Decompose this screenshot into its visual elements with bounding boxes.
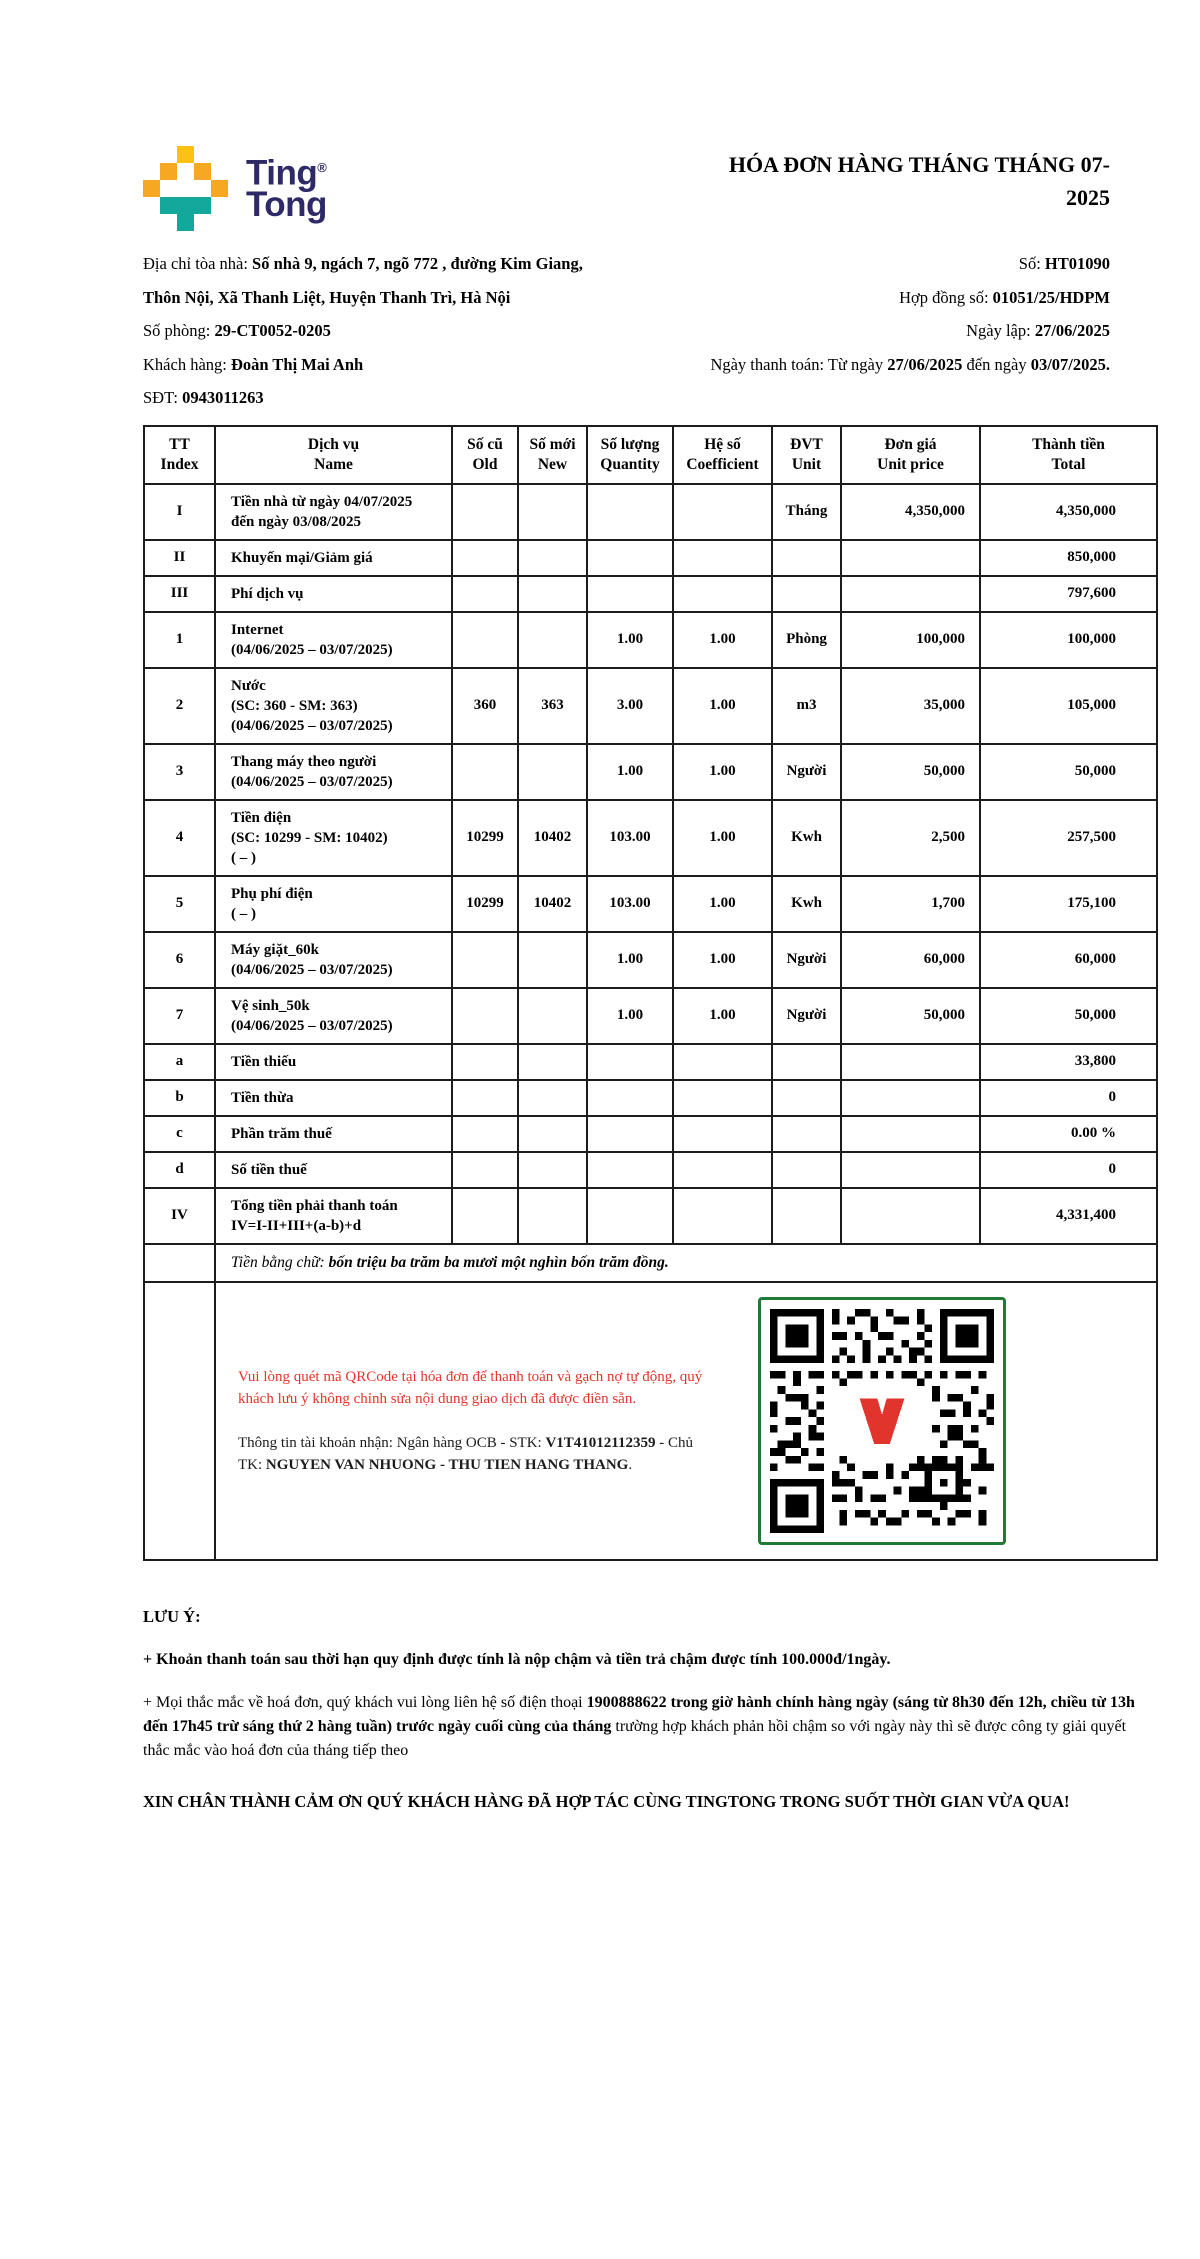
invoice-title-line1: HÓA ĐƠN HÀNG THÁNG THÁNG 07-: [728, 152, 1110, 177]
table-row: c Phần trăm thuế 0.00 %: [144, 1116, 1157, 1152]
col-header-coefficient: Hệ số Coefficient: [673, 426, 772, 484]
table-row: 7 Vệ sinh_50k (04/06/2025 – 03/07/2025) 1.00 1.00 Người 50,000 50,000: [144, 988, 1157, 1044]
invoice-title: [636, 148, 1156, 231]
payment-due-dates: Ngày thanh toán: Từ ngày 27/06/2025 đến ngày 03/07/2025.: [710, 354, 1110, 374]
payment-qr-row: [144, 1282, 1157, 1560]
qr-finder-top-right: [940, 1309, 994, 1363]
charges-table: [143, 425, 1158, 1561]
amount-in-words: Tiền bằng chữ: bốn triệu ba trăm ba mươi một nghìn bốn trăm đồng.: [215, 1244, 1157, 1282]
payment-instructions: [238, 1366, 706, 1476]
table-row: 1 Internet (04/06/2025 – 03/07/2025) 1.00 1.00 Phòng 100,000 100,000: [144, 612, 1157, 668]
col-header-index: TT Index: [144, 426, 215, 484]
bank-account-info: Thông tin tài khoản nhận: Ngân hàng OCB - STK: V1T41012112359 - Chủ TK: NGUYEN VAN NHUONG - THU TIEN HANG THANG.: [238, 1434, 693, 1473]
registered-mark: ®: [317, 160, 327, 175]
late-payment-note: + Khoản thanh toán sau thời hạn quy định được tính là nộp chậm và tiền trả chậm được tính 100.000đ/1ngày.: [143, 1650, 891, 1668]
customer-name: Khách hàng: Đoàn Thị Mai Anh: [143, 354, 364, 374]
table-row: II Khuyến mại/Giảm giá 850,000: [144, 540, 1157, 576]
table-row: d Số tiền thuế 0: [144, 1152, 1157, 1188]
col-header-quantity: Số lượng Quantity: [587, 426, 673, 484]
qr-finder-top-left: [770, 1309, 824, 1363]
table-row: 6 Máy giặt_60k (04/06/2025 – 03/07/2025) 1.00 1.00 Người 60,000 60,000: [144, 932, 1157, 988]
logo-word-tong: Tong: [246, 184, 327, 224]
table-row-grand-total: IV Tổng tiền phải thanh toán IV=I-II+III+(a-b)+d 4,331,400: [144, 1188, 1157, 1244]
table-header-row: [144, 426, 1157, 484]
qr-center-v-logo: [847, 1386, 917, 1456]
col-header-new: Số mới New: [518, 426, 587, 484]
building-address-line1: Địa chỉ tòa nhà: Số nhà 9, ngách 7, ngõ 772 , đường Kim Giang,: [143, 254, 583, 273]
table-row: 5 Phụ phí điện ( – ) 10299 10402 103.00 1.00 Kwh 1,700 175,100: [144, 876, 1157, 932]
payment-qr-code: [758, 1297, 1006, 1545]
col-header-name: Dịch vụ Name: [215, 426, 452, 484]
table-row: b Tiền thừa 0: [144, 1080, 1157, 1116]
invoice-title-line2: 2025: [1066, 185, 1110, 210]
room-number: Số phòng: 29-CT0052-0205: [143, 321, 331, 340]
amount-in-words-row: [144, 1244, 1157, 1282]
thank-you-note: XIN CHÂN THÀNH CẢM ƠN QUÝ KHÁCH HÀNG ĐÃ HỢP TÁC CÙNG TINGTONG TRONG SUỐT THỜI GIAN VỪA QUA!: [143, 1791, 1070, 1811]
col-header-unit-price: Đơn giá Unit price: [841, 426, 980, 484]
table-row: 3 Thang máy theo người (04/06/2025 – 03/07/2025) 1.00 1.00 Người 50,000 50,000: [144, 744, 1157, 800]
qr-scan-note: Vui lòng quét mã QRCode tại hóa đơn để thanh toán và gạch nợ tự động, quý khách lưu ý không chỉnh sửa nội dung giao dịch đã được điền sẵn.: [238, 1368, 703, 1407]
tingtong-logo: [143, 146, 327, 231]
qr-code-image: [770, 1309, 994, 1533]
header: [143, 146, 1156, 231]
customer-phone: SĐT: 0943011263: [143, 388, 264, 407]
table-row: I Tiền nhà từ ngày 04/07/2025 đến ngày 03/08/2025 Tháng 4,350,000 4,350,000: [144, 484, 1157, 540]
hotline-note: + Mọi thắc mắc về hoá đơn, quý khách vui lòng liên hệ số điện thoại 1900888622 trong giờ hành chính hàng ngày (sáng từ 8h30 đến 12h, chiều từ 13h đến 17h45 trừ sáng thứ 2 hàng tuần) trước ngày cuối cùng của tháng trường hợp khách phản hồi chậm so với ngày này thì sẽ được công ty giải quyết thắc mắc vào hoá đơn của tháng tiếp theo: [143, 1693, 1135, 1759]
contract-number: Hợp đồng số: 01051/25/HDPM: [899, 287, 1110, 307]
invoice-meta: [143, 247, 1156, 415]
table-row: 2 Nước (SC: 360 - SM: 363) (04/06/2025 – 03/07/2025) 360 363 3.00 1.00 m3 35,000 105,000: [144, 668, 1157, 744]
tingtong-logo-text: [246, 152, 327, 224]
table-row: a Tiền thiếu 33,800: [144, 1044, 1157, 1080]
table-row: 4 Tiền điện (SC: 10299 - SM: 10402) ( – ) 10299 10402 103.00 1.00 Kwh 2,500 257,500: [144, 800, 1157, 876]
building-address-line2: Thôn Nội, Xã Thanh Liệt, Huyện Thanh Trì, Hà Nội: [143, 287, 511, 307]
qr-alignment-pattern: [924, 1463, 963, 1502]
issue-date: Ngày lập: 27/06/2025: [966, 321, 1110, 340]
col-header-unit: ĐVT Unit: [772, 426, 841, 484]
tingtong-logo-icon: [143, 146, 228, 231]
table-row: III Phí dịch vụ 797,600: [144, 576, 1157, 612]
notes-heading: LƯU Ý:: [143, 1606, 201, 1626]
col-header-old: Số cũ Old: [452, 426, 518, 484]
logo-word-ting: Ting: [246, 153, 318, 193]
qr-finder-bottom-left: [770, 1478, 824, 1532]
invoice-number: Số: HT01090: [1018, 254, 1110, 273]
col-header-total: Thành tiền Total: [980, 426, 1157, 484]
